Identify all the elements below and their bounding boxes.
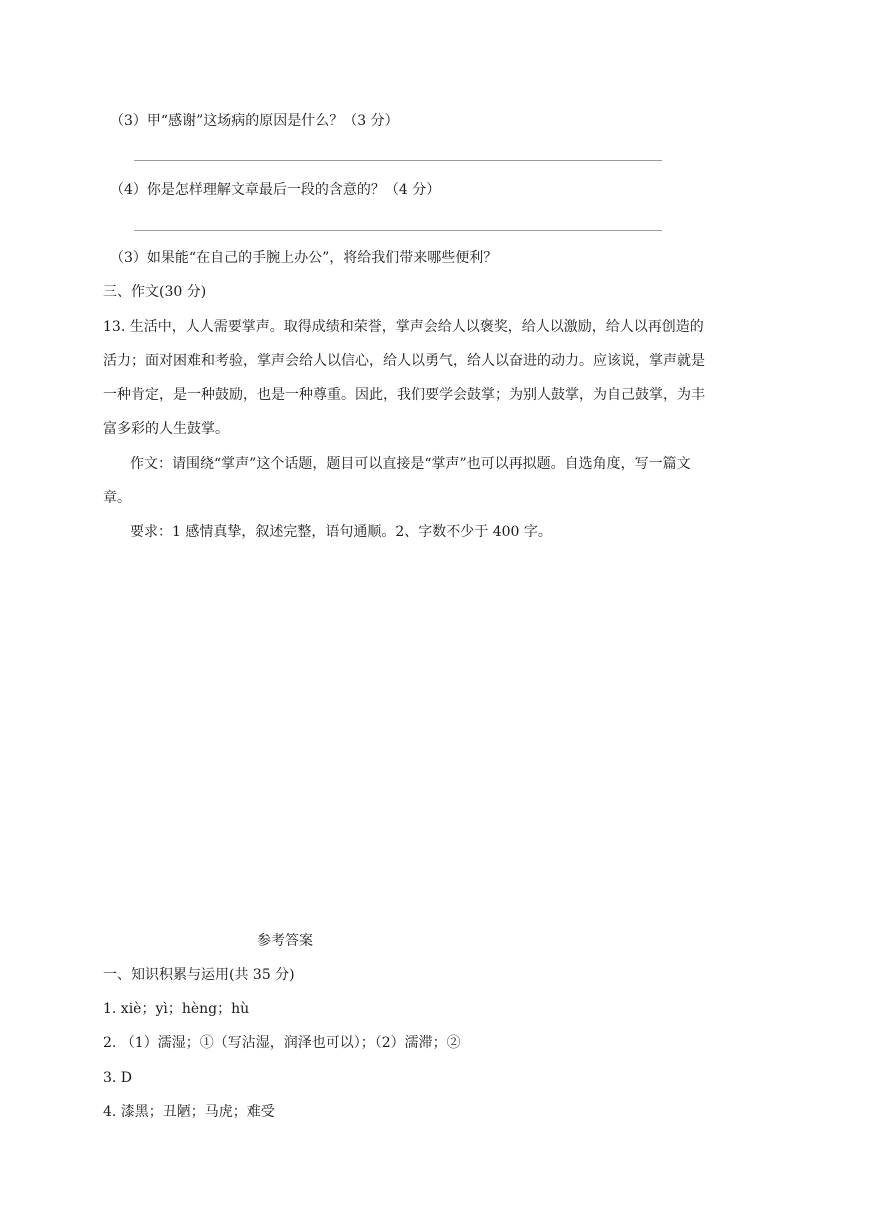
answer-item: 2. （1）濡湿；①（写沾湿，润泽也可以）；（2）濡滞；② [103, 1035, 461, 1051]
answer-item: 3. D [103, 1070, 133, 1086]
answers-section-heading: 一、知识积累与运用(共 35 分) [103, 967, 295, 983]
composition-para-line: 一种肯定，是一种鼓励，也是一种尊重。因此，我们要学会鼓掌；为别人鼓掌，为自己鼓掌，为丰 [103, 387, 705, 403]
composition-heading: 三、作文(30 分) [103, 284, 207, 300]
question-4: （4）你是怎样理解文章最后一段的含意的？（4 分） [110, 182, 441, 198]
composition-para-line: 活力；面对困难和考验，掌声会给人以信心，给人以勇气，给人以奋进的动力。应该说，掌声就是 [103, 353, 705, 369]
question-3: （3）甲“感谢”这场病的原因是什么？（3 分） [110, 113, 399, 129]
answer-item: 1. xiè；yì；hèng；hù [103, 1001, 250, 1017]
answer-item: 4. 漆黑；丑陋；马虎；难受 [103, 1104, 275, 1120]
composition-task-line: 作文：请围绕“掌声”这个话题，题目可以直接是“掌声”也可以再拟题。自选角度，写一篇文 [130, 456, 691, 472]
composition-task-line: 章。 [103, 490, 131, 506]
composition-para-line: 富多彩的人生鼓掌。 [103, 421, 229, 437]
question-3b: （3）如果能“在自己的手腕上办公”，将给我们带来哪些便利？ [110, 250, 498, 266]
composition-para-line: 13. 生活中，人人需要掌声。取得成绩和荣誉，掌声会给人以褒奖，给人以激励，给人以再创造的 [103, 319, 704, 335]
answer-line-3 [134, 160, 662, 161]
answer-line-4 [134, 230, 662, 231]
answers-title: 参考答案 [257, 933, 313, 949]
composition-requirement: 要求：1 感情真挚，叙述完整，语句通顺。2、字数不少于 400 字。 [130, 524, 552, 540]
